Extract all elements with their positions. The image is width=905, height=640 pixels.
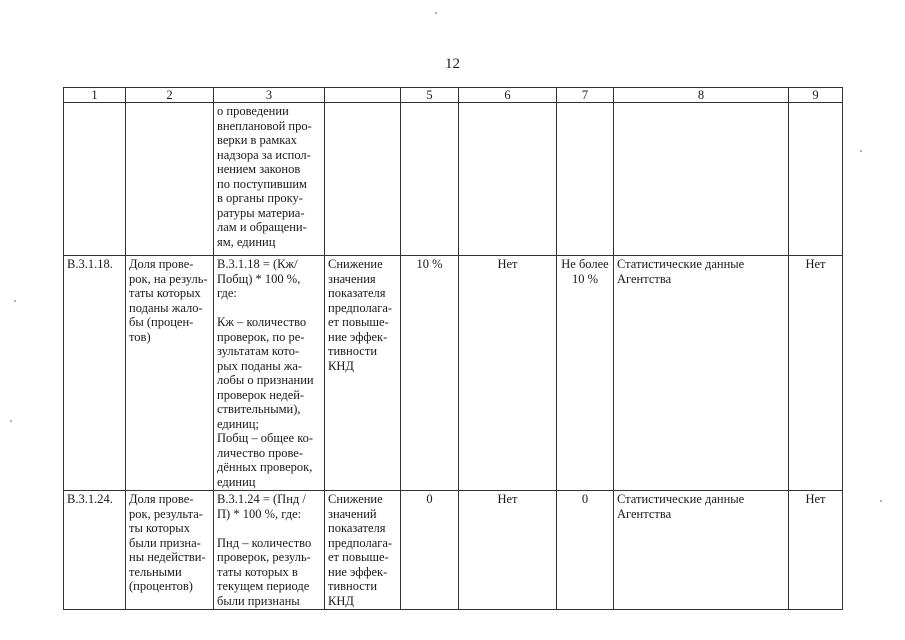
indicator-value: 0	[401, 491, 459, 610]
indicator-code: В.3.1.18.	[64, 256, 126, 491]
header-col-4	[325, 88, 401, 103]
indicator-source	[614, 103, 789, 256]
scan-speck	[880, 500, 882, 502]
indicator-col6: Нет	[459, 491, 557, 610]
indicator-source: Статистические данные Агентства	[614, 256, 789, 491]
table-row	[64, 103, 843, 256]
indicator-formula: В.3.1.18 = (Кж/ Побщ) * 100 %, где: Кж – количество проверок, по ре- зультатам кото- рых поданы жа- лобы о признании проверок недей- ствительными), единиц; Побщ – общее ко- личество прове- дённых проверок, единиц	[214, 256, 325, 491]
indicators-table	[63, 87, 843, 610]
indicator-direction: Снижение значения показателя предполага- ет повыше- ние эффек- тивности КНД	[325, 256, 401, 491]
header-col-5: 5	[401, 88, 459, 103]
table-row	[64, 256, 843, 491]
indicator-target	[557, 103, 614, 256]
header-col-6: 6	[459, 88, 557, 103]
indicator-code: В.3.1.24.	[64, 491, 126, 610]
indicator-col9: Нет	[789, 491, 843, 610]
indicator-name: Доля прове- рок, на резуль- таты которых поданы жало- бы (процен- тов)	[126, 256, 214, 491]
indicator-direction	[325, 103, 401, 256]
header-col-9: 9	[789, 88, 843, 103]
indicator-col9: Нет	[789, 256, 843, 491]
indicator-col6: Нет	[459, 256, 557, 491]
indicator-target: 0	[557, 491, 614, 610]
indicator-target: Не более 10 %	[557, 256, 614, 491]
indicator-col6	[459, 103, 557, 256]
header-row	[64, 88, 843, 103]
header-col-2: 2	[126, 88, 214, 103]
header-col-1: 1	[64, 88, 126, 103]
table-row	[64, 491, 843, 610]
indicator-name	[126, 103, 214, 256]
header-col-3: 3	[214, 88, 325, 103]
scan-speck	[14, 300, 16, 302]
scan-speck	[435, 12, 437, 14]
header-col-7: 7	[557, 88, 614, 103]
indicator-source: Статистические данные Агентства	[614, 491, 789, 610]
scan-speck	[10, 420, 12, 422]
indicator-formula: о проведении внеплановой про- верки в рамках надзора за испол- нением законов по поступившим в органы проку- ратуры материа- лам и обращени- ям, единиц	[214, 103, 325, 256]
indicator-value: 10 %	[401, 256, 459, 491]
page-number: 12	[445, 56, 460, 72]
indicator-direction: Снижение значений показателя предполага- ет повыше- ние эффек- тивности КНД	[325, 491, 401, 610]
indicator-value	[401, 103, 459, 256]
indicator-formula: В.3.1.24 = (Пнд / П) * 100 %, где: Пнд – количество проверок, резуль- таты которых в текущем периоде были признаны	[214, 491, 325, 610]
indicator-name: Доля прове- рок, результа- ты которых были призна- ны недействи- тельными (процентов)	[126, 491, 214, 610]
header-col-8: 8	[614, 88, 789, 103]
indicator-code	[64, 103, 126, 256]
scan-speck	[860, 150, 862, 152]
indicator-col9	[789, 103, 843, 256]
